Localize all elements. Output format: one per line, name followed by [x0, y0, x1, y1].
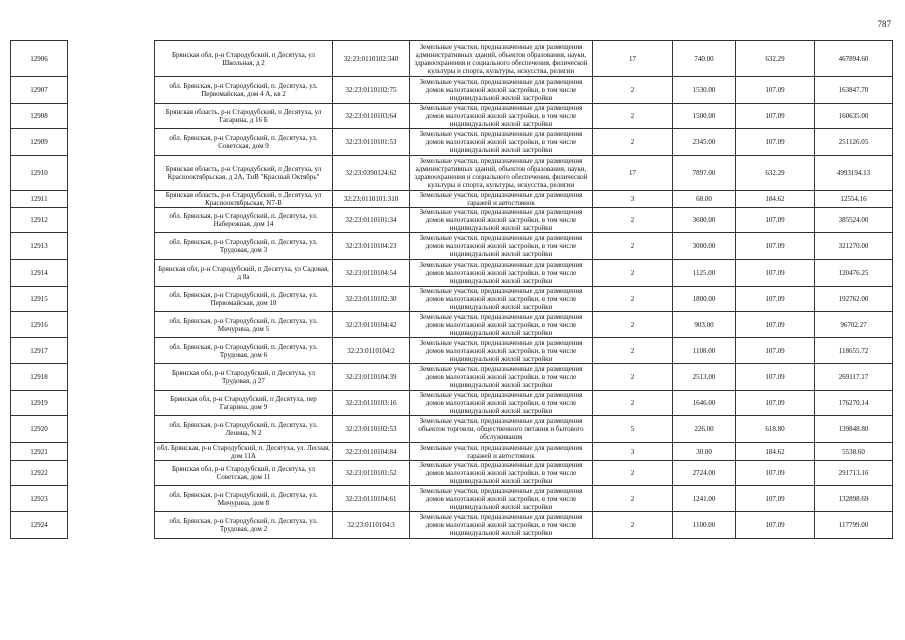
row-id: 12912	[11, 208, 68, 233]
row-id: 12921	[11, 443, 68, 461]
row-group-code: 2	[593, 208, 673, 233]
row-specific-value: 107.09	[736, 512, 815, 539]
table-row	[11, 312, 893, 338]
row-gap	[68, 461, 155, 486]
row-cadastral-value: 291713.16	[815, 461, 893, 486]
row-group-code: 2	[593, 512, 673, 539]
row-id: 12906	[11, 41, 68, 77]
row-group-code: 2	[593, 461, 673, 486]
row-gap	[68, 338, 155, 364]
row-specific-value: 107.09	[736, 338, 815, 364]
row-address: обл. Брянская, р-н Стародубский, п. Десятуха, ул. Первомайская, дом 18	[155, 287, 333, 312]
row-specific-value: 107.09	[736, 486, 815, 512]
row-area: 2724.00	[673, 461, 736, 486]
row-land-use: Земельные участки, предназначенные для размещения домов малоэтажной жилой застройки, в том числе индивидуальной жилой застройки	[410, 129, 593, 156]
row-group-code: 2	[593, 104, 673, 129]
row-id: 12913	[11, 233, 68, 260]
table-row	[11, 486, 893, 512]
row-land-use: Земельные участки, предназначенные для размещения домов малоэтажной жилой застройки, в том числе индивидуальной жилой застройки	[410, 312, 593, 338]
row-land-use: Земельные участки, предназначенные для размещения домов малоэтажной жилой застройки, в том числе индивидуальной жилой застройки	[410, 391, 593, 416]
table-row	[11, 41, 893, 77]
row-area: 2345.00	[673, 129, 736, 156]
table-row	[11, 104, 893, 129]
row-specific-value: 107.09	[736, 260, 815, 287]
row-area: 1530.00	[673, 77, 736, 104]
row-gap	[68, 260, 155, 287]
row-cadastral-number: 32:23:0110101:52	[333, 461, 410, 486]
row-cadastral-value: 139848.80	[815, 416, 893, 443]
table-row	[11, 208, 893, 233]
row-group-code: 2	[593, 129, 673, 156]
row-cadastral-number: 32:23:0110104:2	[333, 338, 410, 364]
row-address: обл. Брянская, р-н Стародубский, п. Десятуха, ул. Ленина, N 2	[155, 416, 333, 443]
row-area: 1125.00	[673, 260, 736, 287]
row-gap	[68, 77, 155, 104]
row-cadastral-value: 12554.16	[815, 191, 893, 208]
row-gap	[68, 364, 155, 391]
row-gap	[68, 233, 155, 260]
row-specific-value: 107.09	[736, 129, 815, 156]
row-address: Брянская обл, р-н Стародубский, п Десятуха, ул Трудовая, д 27	[155, 364, 333, 391]
row-land-use: Земельные участки, предназначенные для размещения домов малоэтажной жилой застройки, в том числе индивидуальной жилой застройки	[410, 104, 593, 129]
table-row	[11, 156, 893, 191]
row-address: обл. Брянская, р-н Стародубский, п. Десятуха, ул. Набережная, дом 14	[155, 208, 333, 233]
row-id: 12920	[11, 416, 68, 443]
row-cadastral-value: 117799.00	[815, 512, 893, 539]
row-specific-value: 107.09	[736, 77, 815, 104]
row-gap	[68, 104, 155, 129]
row-group-code: 3	[593, 443, 673, 461]
row-cadastral-number: 32:23:0110104:84	[333, 443, 410, 461]
row-area: 1646.00	[673, 391, 736, 416]
row-area: 1500.00	[673, 104, 736, 129]
row-cadastral-value: 5538.60	[815, 443, 893, 461]
table-row	[11, 391, 893, 416]
row-gap	[68, 129, 155, 156]
row-area: 1108.00	[673, 338, 736, 364]
table-row	[11, 260, 893, 287]
row-land-use: Земельные участки, предназначенные для размещения домов малоэтажной жилой застройки, в том числе индивидуальной жилой застройки	[410, 287, 593, 312]
row-cadastral-value: 163847.70	[815, 77, 893, 104]
row-area: 7897.00	[673, 156, 736, 191]
row-specific-value: 107.09	[736, 233, 815, 260]
row-address: Брянская обл, р-н Стародубский, п Десятуха, ул Школьная, д 2	[155, 41, 333, 77]
row-specific-value: 107.09	[736, 461, 815, 486]
row-area: 1800.00	[673, 287, 736, 312]
row-gap	[68, 191, 155, 208]
row-group-code: 2	[593, 77, 673, 104]
row-area: 30.00	[673, 443, 736, 461]
row-land-use: Земельные участки, предназначенные для размещения домов малоэтажной жилой застройки, в том числе индивидуальной жилой застройки	[410, 208, 593, 233]
row-address: Брянская область, р-н Стародубский, п Десятуха, ул Краснооктябрьская, N7-В	[155, 191, 333, 208]
row-cadastral-number: 32:23:0110104:42	[333, 312, 410, 338]
row-area: 1241.00	[673, 486, 736, 512]
row-cadastral-number: 32:23:0110102:30	[333, 287, 410, 312]
row-land-use: Земельные участки, предназначенные для размещения домов малоэтажной жилой застройки, в том числе индивидуальной жилой застройки	[410, 77, 593, 104]
row-address: обл. Брянская, р-н Стародубский, п. Десятуха, ул. Лесная, дом 11А	[155, 443, 333, 461]
row-group-code: 2	[593, 260, 673, 287]
row-address: обл. Брянская, р-н Стародубский, п. Десятуха, ул. Трудовая, дом 3	[155, 233, 333, 260]
table-row	[11, 512, 893, 539]
row-specific-value: 107.09	[736, 287, 815, 312]
row-group-code: 2	[593, 364, 673, 391]
row-cadastral-value: 321270.00	[815, 233, 893, 260]
row-specific-value: 618.80	[736, 416, 815, 443]
row-address: Брянская обл, р-н Стародубский, п Десятуха, пер Гагарина, дом 9	[155, 391, 333, 416]
row-group-code: 2	[593, 338, 673, 364]
row-cadastral-value: 467894.60	[815, 41, 893, 77]
row-id: 12910	[11, 156, 68, 191]
row-specific-value: 107.09	[736, 312, 815, 338]
row-cadastral-number: 32:23:0110104:39	[333, 364, 410, 391]
row-specific-value: 184.62	[736, 443, 815, 461]
row-cadastral-value: 96702.27	[815, 312, 893, 338]
table-row	[11, 77, 893, 104]
row-area: 3600.00	[673, 208, 736, 233]
row-group-code: 2	[593, 391, 673, 416]
row-id: 12918	[11, 364, 68, 391]
row-group-code: 3	[593, 191, 673, 208]
row-gap	[68, 443, 155, 461]
row-address: Брянская обл, р-н Стародубский, п Десятуха, ул Советская, дом 11	[155, 461, 333, 486]
row-cadastral-number: 32:23:0110103:64	[333, 104, 410, 129]
table-row	[11, 191, 893, 208]
row-area: 903.00	[673, 312, 736, 338]
cadastral-value-table	[10, 40, 893, 539]
row-cadastral-number: 32:23:0110102:53	[333, 416, 410, 443]
row-cadastral-number: 32:23:0110104:3	[333, 512, 410, 539]
row-id: 12916	[11, 312, 68, 338]
row-gap	[68, 486, 155, 512]
row-land-use: Земельные участки, предназначенные для размещения административных зданий, объектов образования, науки, здравоохранения и социального обеспечения, физической культуры и спорта, культуры, искусства, религии	[410, 41, 593, 77]
row-address: обл. Брянская, р-н Стародубский, п. Десятуха, ул. Первомайская, дом 4 А, кв 2	[155, 77, 333, 104]
row-land-use: Земельные участки, предназначенные для размещения домов малоэтажной жилой застройки, в том числе индивидуальной жилой застройки	[410, 512, 593, 539]
row-land-use: Земельные участки, предназначенные для размещения гаражей и автостоянок	[410, 443, 593, 461]
row-specific-value: 632.29	[736, 156, 815, 191]
row-address: Брянская область, р-н Стародубский, п Десятуха, ул Гагарина, д 16 Б	[155, 104, 333, 129]
table-row	[11, 416, 893, 443]
row-gap	[68, 287, 155, 312]
row-address: обл. Брянская, р-н Стародубский, п. Десятуха, ул. Мичурина, дом 8	[155, 486, 333, 512]
row-specific-value: 107.09	[736, 208, 815, 233]
row-gap	[68, 312, 155, 338]
row-cadastral-number: 32:23:0110103:16	[333, 391, 410, 416]
row-id: 12909	[11, 129, 68, 156]
row-specific-value: 107.09	[736, 391, 815, 416]
row-cadastral-value: 385524.00	[815, 208, 893, 233]
row-address: обл. Брянская, р-н Стародубский, п. Десятуха, ул. Трудовая, дом 6	[155, 338, 333, 364]
row-address: обл. Брянская, р-н Стародубский, п. Десятуха, ул. Советская, дом 9	[155, 129, 333, 156]
row-land-use: Земельные участки, предназначенные для размещения домов малоэтажной жилой застройки, в том числе индивидуальной жилой застройки	[410, 233, 593, 260]
row-id: 12924	[11, 512, 68, 539]
row-gap	[68, 156, 155, 191]
row-land-use: Земельные участки, предназначенные для размещения гаражей и автостоянок	[410, 191, 593, 208]
row-id: 12911	[11, 191, 68, 208]
row-cadastral-number: 32:23:0110102:340	[333, 41, 410, 77]
row-area: 2513.00	[673, 364, 736, 391]
row-cadastral-number: 32:23:0110104:54	[333, 260, 410, 287]
row-cadastral-value: 176270.14	[815, 391, 893, 416]
row-cadastral-value: 4993194.13	[815, 156, 893, 191]
row-specific-value: 107.09	[736, 364, 815, 391]
row-gap	[68, 416, 155, 443]
row-id: 12908	[11, 104, 68, 129]
row-id: 12917	[11, 338, 68, 364]
row-land-use: Земельные участки, предназначенные для размещения объектов торговли, общественного питания и бытового обслуживания	[410, 416, 593, 443]
row-id: 12907	[11, 77, 68, 104]
table-row	[11, 461, 893, 486]
row-cadastral-value: 160635.00	[815, 104, 893, 129]
row-cadastral-number: 32:23:0390124:62	[333, 156, 410, 191]
row-id: 12914	[11, 260, 68, 287]
table-row	[11, 129, 893, 156]
row-cadastral-number: 32:23:0110102:75	[333, 77, 410, 104]
row-cadastral-value: 132898.69	[815, 486, 893, 512]
row-cadastral-value: 251126.05	[815, 129, 893, 156]
row-group-code: 17	[593, 156, 673, 191]
row-cadastral-number: 32:23:0110101:53	[333, 129, 410, 156]
row-id: 12915	[11, 287, 68, 312]
row-cadastral-number: 32:23:0110101:310	[333, 191, 410, 208]
row-land-use: Земельные участки, предназначенные для размещения домов малоэтажной жилой застройки, в том числе индивидуальной жилой застройки	[410, 364, 593, 391]
row-area: 3000.00	[673, 233, 736, 260]
row-cadastral-number: 32:23:0110101:34	[333, 208, 410, 233]
row-cadastral-value: 118655.72	[815, 338, 893, 364]
row-id: 12923	[11, 486, 68, 512]
row-gap	[68, 41, 155, 77]
row-specific-value: 184.62	[736, 191, 815, 208]
row-address: обл. Брянская, р-н Стародубский, п. Десятуха, ул. Мичурина, дом 5	[155, 312, 333, 338]
row-cadastral-value: 120476.25	[815, 260, 893, 287]
row-specific-value: 107.09	[736, 104, 815, 129]
row-gap	[68, 208, 155, 233]
row-group-code: 2	[593, 287, 673, 312]
table-row	[11, 443, 893, 461]
table-row	[11, 287, 893, 312]
row-address: Брянская обл, р-н Стародубский, п Десятуха, ул Садовая, д 8а	[155, 260, 333, 287]
row-group-code: 5	[593, 416, 673, 443]
row-cadastral-number: 32:23:0110104:23	[333, 233, 410, 260]
row-area: 68.00	[673, 191, 736, 208]
row-land-use: Земельные участки, предназначенные для размещения домов малоэтажной жилой застройки, в том числе индивидуальной жилой застройки	[410, 486, 593, 512]
row-specific-value: 632.29	[736, 41, 815, 77]
table-row	[11, 233, 893, 260]
row-gap	[68, 512, 155, 539]
row-cadastral-value: 192762.00	[815, 287, 893, 312]
row-cadastral-value: 269117.17	[815, 364, 893, 391]
row-area: 1100.00	[673, 512, 736, 539]
row-land-use: Земельные участки, предназначенные для размещения домов малоэтажной жилой застройки, в том числе индивидуальной жилой застройки	[410, 338, 593, 364]
row-id: 12919	[11, 391, 68, 416]
table-row	[11, 338, 893, 364]
row-group-code: 2	[593, 312, 673, 338]
row-group-code: 2	[593, 233, 673, 260]
row-land-use: Земельные участки, предназначенные для размещения домов малоэтажной жилой застройки, в том числе индивидуальной жилой застройки	[410, 461, 593, 486]
row-land-use: Земельные участки, предназначенные для размещения домов малоэтажной жилой застройки, в том числе индивидуальной жилой застройки	[410, 260, 593, 287]
row-gap	[68, 391, 155, 416]
row-group-code: 17	[593, 41, 673, 77]
row-cadastral-number: 32:23:0110104:61	[333, 486, 410, 512]
row-address: Брянская область, р-н Стародубский, п Десятуха, ул Краснооктябрьская, д 2А, ТнВ "Красный Октябрь"	[155, 156, 333, 191]
page-number: 787	[877, 19, 891, 29]
row-land-use: Земельные участки, предназначенные для размещения административных зданий, объектов образования, науки, здравоохранения и социального обеспечения, физической культуры и спорта, культуры, искусства, религии	[410, 156, 593, 191]
row-area: 740.00	[673, 41, 736, 77]
row-id: 12922	[11, 461, 68, 486]
row-group-code: 2	[593, 486, 673, 512]
table-row	[11, 364, 893, 391]
row-address: обл. Брянская, р-н Стародубский, п. Десятуха, ул. Трудовая, дом 2	[155, 512, 333, 539]
row-area: 226.00	[673, 416, 736, 443]
